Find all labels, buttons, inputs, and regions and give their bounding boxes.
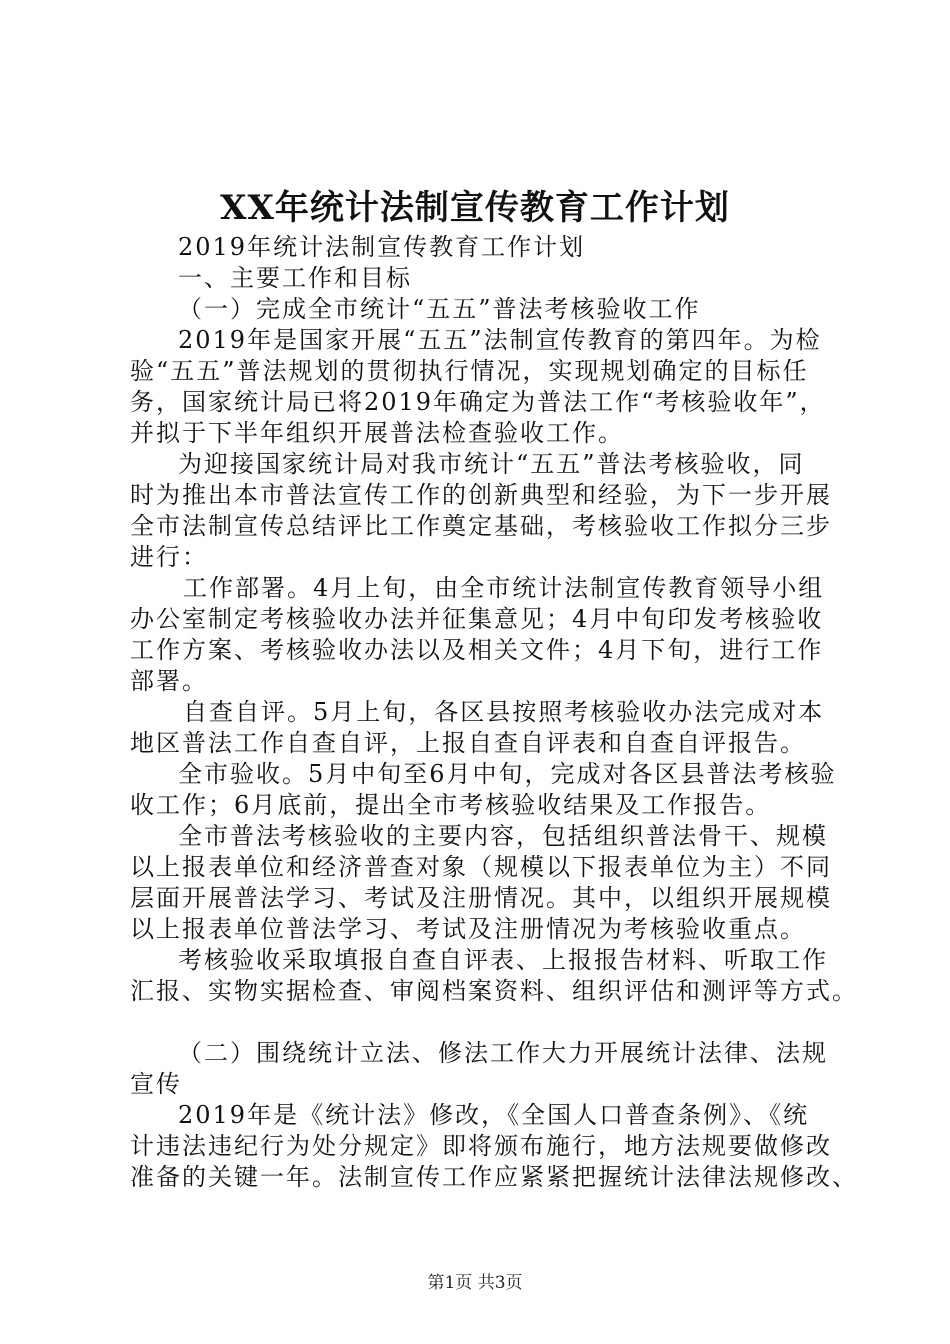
paragraph-line: 考核验收采取填报自查自评表、上报报告材料、听取工作: [178, 946, 828, 974]
paragraph-spacer: [130, 1007, 852, 1038]
subtitle-line: 2019年统计法制宣传教育工作计划: [178, 233, 586, 261]
paragraph-line: 进行：: [130, 543, 208, 571]
paragraph-line: 2019年是国家开展“五五”法制宣传教育的第四年。为检: [178, 326, 822, 354]
paragraph-line: 工作方案、考核验收办法以及相关文件；4月下旬，进行工作: [130, 636, 824, 664]
paragraph-line: 以上报表单位普法学习、考试及注册情况为考核验收重点。: [130, 915, 806, 943]
paragraph-line: 并拟于下半年组织开展普法检查验收工作。: [130, 419, 624, 447]
paragraph-line: 计违法违纪行为处分规定》即将颁布施行，地方法规要做修改: [130, 1132, 832, 1160]
paragraph-line: 全市法制宣传总结评比工作奠定基础，考核验收工作拟分三步: [130, 512, 832, 540]
paragraph-line: 部署。: [130, 667, 208, 695]
paragraph-line: 全市普法考核验收的主要内容，包括组织普法骨干、规模: [178, 822, 828, 850]
paragraph-line: 地区普法工作自查自评，上报自查自评表和自查自评报告。: [130, 729, 806, 757]
page-footer: 第1页 共3页: [427, 1273, 523, 1293]
paragraph-line: 宣传: [130, 1070, 182, 1098]
paragraph-line: 为迎接国家统计局对我市统计“五五”普法考核验收，同: [178, 450, 805, 478]
paragraph-line: 时为推出本市普法宣传工作的创新典型和经验，为下一步开展: [130, 481, 832, 509]
document-title: XX年统计法制宣传教育工作计划: [220, 188, 730, 228]
subsection-heading: （二）围绕统计立法、修法工作大力开展统计法律、法规: [178, 1039, 828, 1067]
subsection-heading: （一）完成全市统计“五五”普法考核验收工作: [178, 295, 701, 323]
paragraph-line: 汇报、实物实据检查、审阅档案资料、组织评估和测评等方式。: [130, 977, 858, 1005]
section-heading: 一、主要工作和目标: [178, 264, 412, 292]
paragraph-line: 层面开展普法学习、考试及注册情况。其中，以组织开展规模: [130, 884, 832, 912]
paragraph-line: 以上报表单位和经济普查对象（规模以下报表单位为主）不同: [130, 853, 832, 881]
paragraph-line: 准备的关键一年。法制宣传工作应紧紧把握统计法律法规修改、: [130, 1163, 858, 1191]
paragraph-line: 收工作；6月底前，提出全市考核验收结果及工作报告。: [130, 791, 772, 819]
paragraph-line: 自查自评。5月上旬，各区县按照考核验收办法完成对本: [183, 698, 825, 726]
paragraph-line: 验“五五”普法规划的贯彻执行情况，实现规划确定的目标任: [130, 357, 809, 385]
paragraph-line: 全市验收。5月中旬至6月中旬，完成对各区县普法考核验: [178, 760, 837, 788]
document-body: [130, 232, 858, 1193]
paragraph-line: 2019年是《统计法》修改，《全国人口普查条例》、《统: [178, 1101, 810, 1129]
paragraph-line: 务，国家统计局已将2019年确定为普法工作“考核验收年”，: [130, 388, 826, 416]
paragraph-line: 办公室制定考核验收办法并征集意见；4月中旬印发考核验收: [130, 605, 824, 633]
paragraph-line: 工作部署。4月上旬，由全市统计法制宣传教育领导小组: [183, 574, 825, 602]
